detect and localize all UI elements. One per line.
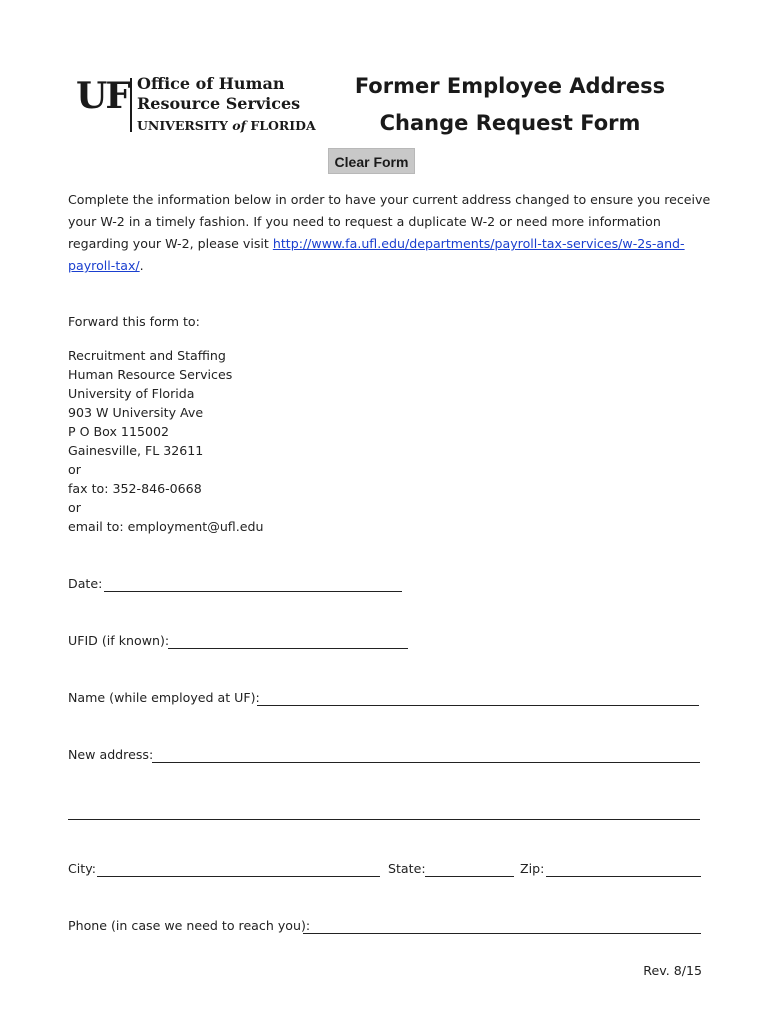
intro-line-4-suffix: . bbox=[139, 258, 144, 273]
payroll-tax-link-cont[interactable]: payroll-tax/ bbox=[68, 258, 140, 273]
uf-hr-logo bbox=[76, 74, 316, 136]
clear-form-button[interactable]: Clear Form bbox=[328, 148, 415, 174]
logo-divider bbox=[130, 78, 132, 132]
new-address-field[interactable] bbox=[152, 762, 700, 763]
phone-field[interactable] bbox=[303, 933, 701, 934]
revision-label: Rev. 8/15 bbox=[643, 963, 702, 978]
city-field[interactable] bbox=[97, 876, 380, 877]
new-address-label: New address: bbox=[68, 747, 154, 762]
forward-line: Recruitment and Staffing bbox=[68, 348, 226, 363]
date-label: Date: bbox=[68, 576, 103, 591]
forward-line: University of Florida bbox=[68, 386, 195, 401]
logo-line-3-a: UNIVERSITY bbox=[137, 118, 233, 133]
zip-field[interactable] bbox=[546, 876, 701, 877]
intro-line-1: Complete the information below in order to have your current address changed to ensure you receive bbox=[68, 192, 711, 207]
forward-line: fax to: 352-846-0668 bbox=[68, 481, 202, 496]
forward-line: or bbox=[68, 500, 81, 515]
intro-line-4 bbox=[68, 257, 144, 275]
forward-line: or bbox=[68, 462, 81, 477]
logo-line-3-b: of bbox=[232, 118, 246, 133]
logo-line-1: Office of Human bbox=[137, 74, 285, 93]
logo-mark: UF bbox=[76, 75, 129, 117]
ufid-field[interactable] bbox=[168, 648, 408, 649]
city-label: City: bbox=[68, 861, 97, 876]
new-address-field-line-2[interactable] bbox=[68, 819, 700, 820]
form-title-line-2: Change Request Form bbox=[379, 111, 641, 135]
forward-line: Gainesville, FL 32611 bbox=[68, 443, 204, 458]
logo-line-3 bbox=[137, 118, 316, 133]
date-field[interactable] bbox=[104, 591, 402, 592]
forward-line: P O Box 115002 bbox=[68, 424, 170, 439]
forward-line: email to: employment@ufl.edu bbox=[68, 519, 264, 534]
forward-line: 903 W University Ave bbox=[68, 405, 204, 420]
payroll-tax-link[interactable]: http://www.fa.ufl.edu/departments/payroll-tax-services/w-2s-and- bbox=[272, 236, 685, 251]
phone-label: Phone (in case we need to reach you): bbox=[68, 918, 311, 933]
zip-label: Zip: bbox=[520, 861, 545, 876]
intro-line-3 bbox=[68, 235, 685, 253]
state-field[interactable] bbox=[425, 876, 514, 877]
logo-line-2: Resource Services bbox=[137, 94, 301, 113]
name-label: Name (while employed at UF): bbox=[68, 690, 260, 705]
ufid-label: UFID (if known): bbox=[68, 633, 170, 648]
intro-line-2: your W-2 in a timely fashion. If you need to request a duplicate W-2 or need more information bbox=[68, 214, 661, 229]
form-title-line-1: Former Employee Address bbox=[354, 74, 666, 98]
state-label: State: bbox=[388, 861, 426, 876]
name-field[interactable] bbox=[257, 705, 699, 706]
logo-line-3-c: FLORIDA bbox=[245, 118, 316, 133]
intro-line-3-prefix: regarding your W-2, please visit bbox=[68, 236, 273, 251]
forward-heading: Forward this form to: bbox=[68, 314, 200, 329]
forward-line: Human Resource Services bbox=[68, 367, 233, 382]
